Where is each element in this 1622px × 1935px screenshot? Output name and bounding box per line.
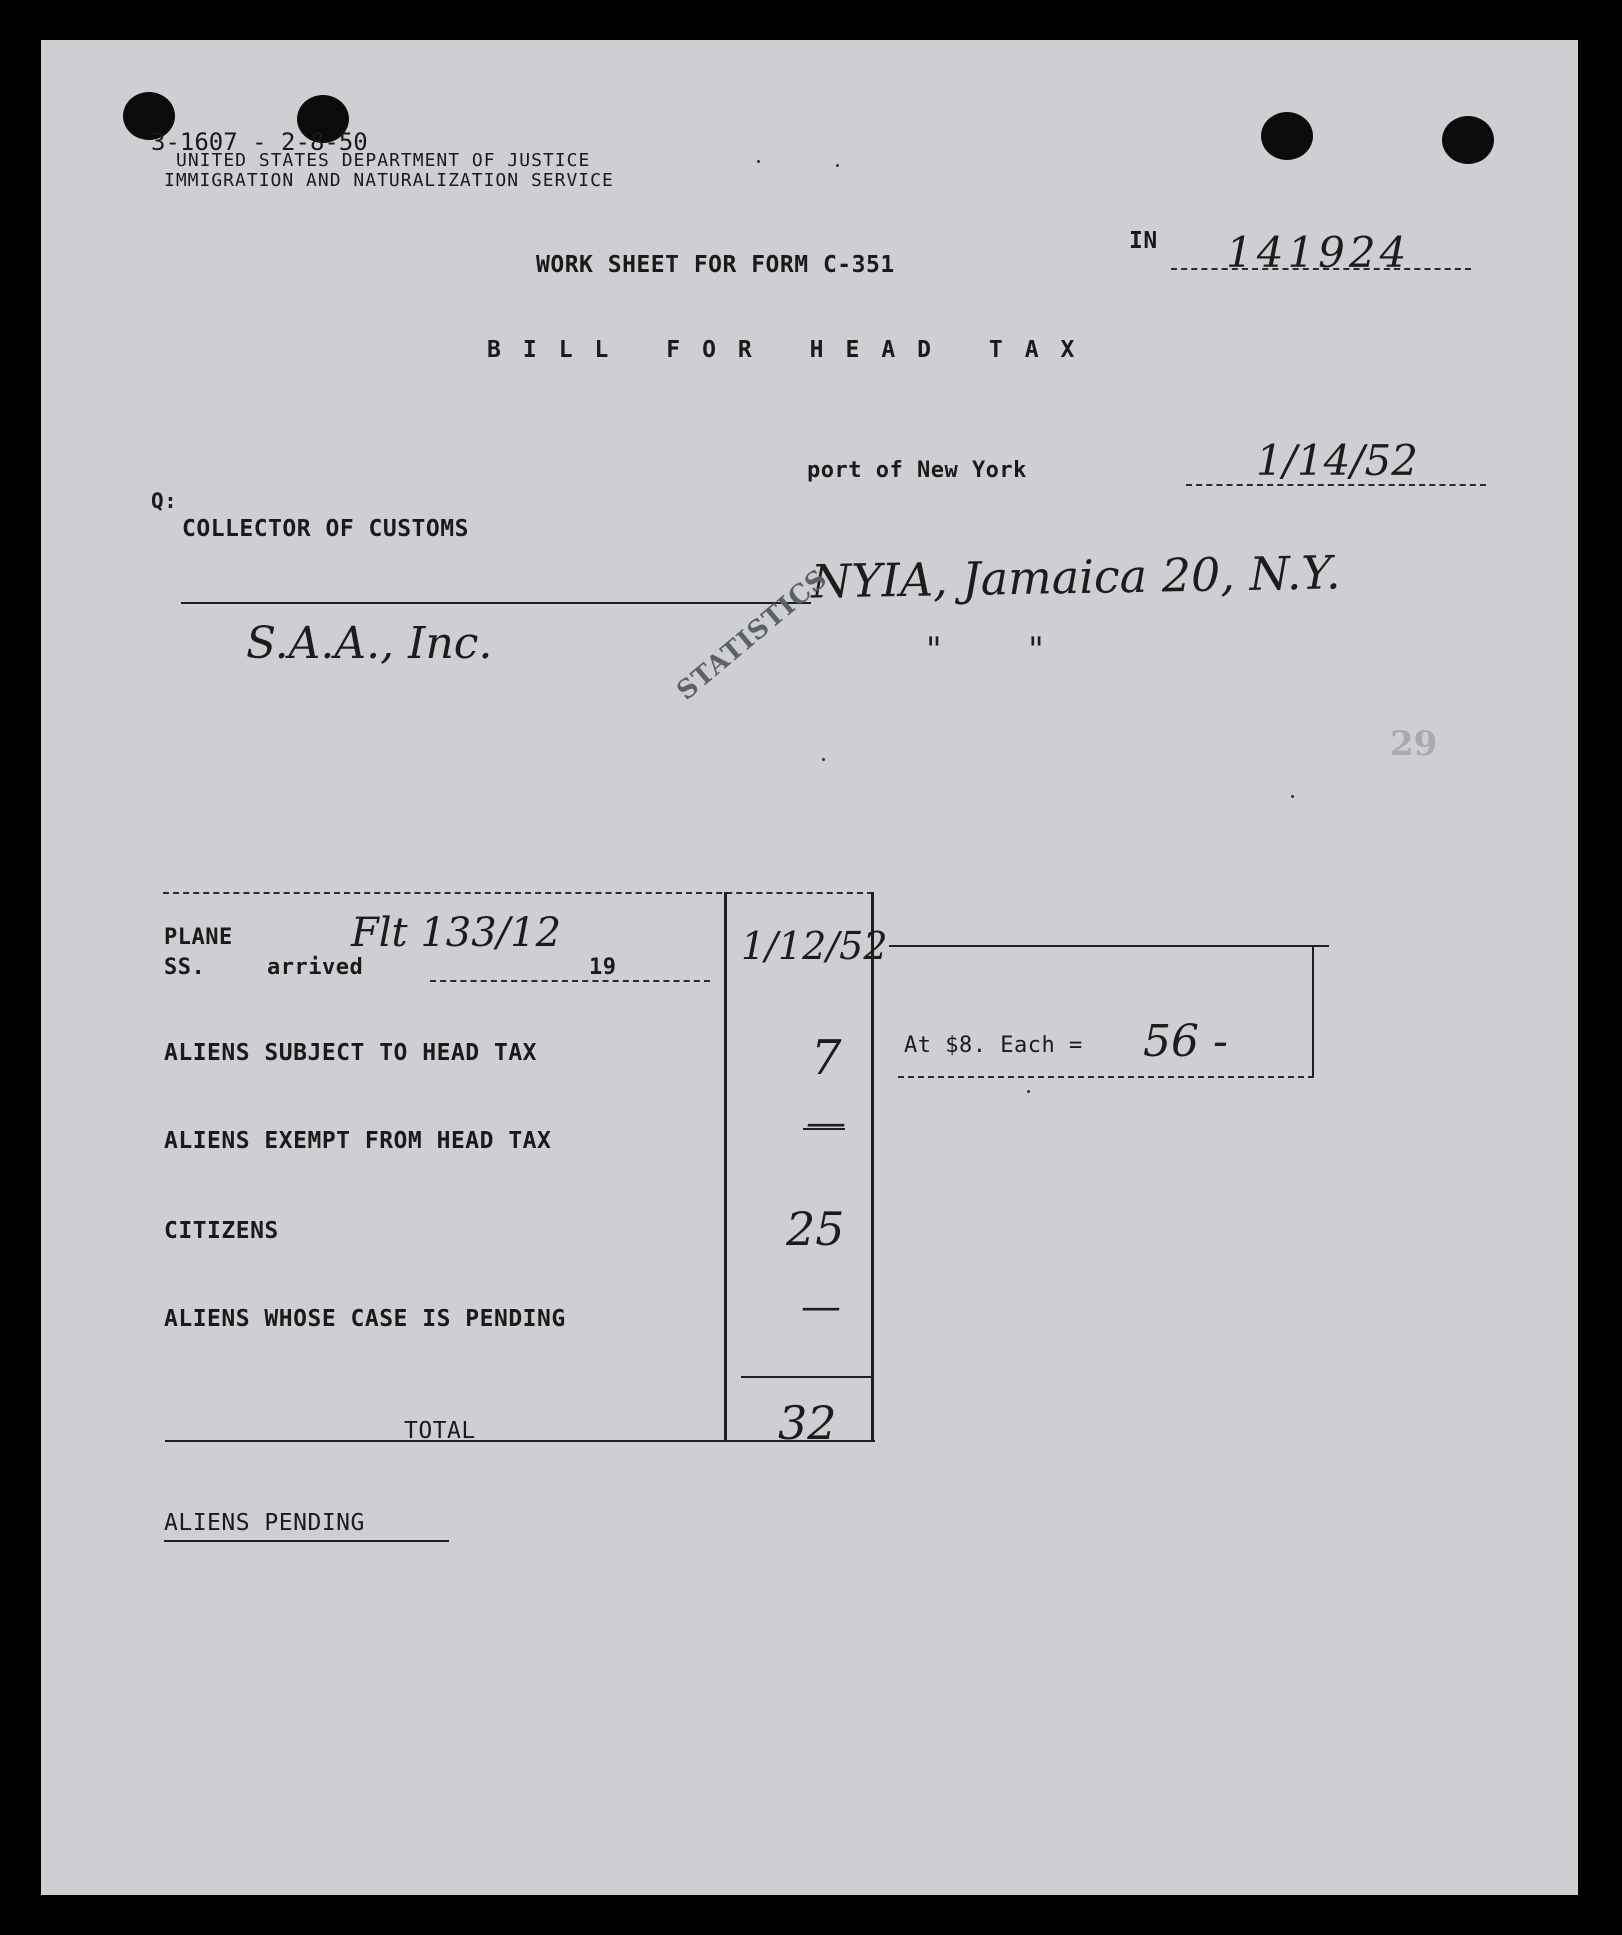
- document-sheet: [41, 40, 1578, 1895]
- speck: [822, 758, 825, 761]
- in-label: IN: [1129, 228, 1158, 254]
- rate-label: At $8. Each =: [904, 1033, 1083, 1058]
- rate-box-bottom: [898, 1076, 1314, 1078]
- flight-handwritten: Flt 133/12: [351, 910, 562, 956]
- table-bottom-border: [165, 1440, 875, 1442]
- year-prefix: 19: [589, 955, 617, 980]
- arrival-date-handwritten: 1/12/52: [741, 924, 888, 968]
- bill-title: BILL FOR HEAD TAX: [487, 337, 1097, 363]
- speck: [757, 160, 760, 163]
- total-value: 32: [778, 1396, 837, 1450]
- to-label: Q:: [151, 489, 178, 513]
- total-line: [741, 1376, 871, 1378]
- airport-handwritten: NYIA, Jamaica 20, N.Y.: [810, 545, 1341, 609]
- arrived-underline: [430, 980, 710, 982]
- service-name: IMMIGRATION AND NATURALIZATION SERVICE: [164, 170, 614, 191]
- row-value-citizens: 25: [786, 1202, 845, 1256]
- plane-label: PLANE: [164, 925, 233, 950]
- form-title: WORK SHEET FOR FORM C-351: [536, 252, 895, 278]
- page-number: 29: [1390, 724, 1438, 764]
- row-value-exempt: —: [806, 1100, 846, 1146]
- port-label: port of New York: [807, 458, 1027, 483]
- row-value-pending: —: [801, 1284, 841, 1330]
- address-line: [181, 602, 811, 604]
- speck: [1291, 795, 1294, 798]
- aliens-pending-underline: [164, 1540, 449, 1542]
- rate-amount: 56 -: [1143, 1016, 1228, 1067]
- row-value-subject: 7: [811, 1030, 842, 1086]
- arrived-label: arrived: [267, 955, 364, 980]
- rate-box-top: [889, 945, 1329, 947]
- form-number: 3-1607 - 2-8-50: [151, 128, 368, 156]
- speck: [836, 164, 839, 167]
- ss-label: SS.: [164, 955, 206, 980]
- total-label: TOTAL: [404, 1418, 476, 1444]
- row-label-pending: ALIENS WHOSE CASE IS PENDING: [164, 1306, 566, 1332]
- carrier-handwritten: S.A.A., Inc.: [246, 618, 493, 669]
- table-left-divider: [724, 892, 727, 1440]
- rate-box-right: [1312, 945, 1314, 1077]
- row-label-citizens: CITIZENS: [164, 1218, 279, 1244]
- table-top-border: [163, 892, 873, 894]
- speck: [1027, 1090, 1030, 1093]
- row-label-exempt: ALIENS EXEMPT FROM HEAD TAX: [164, 1128, 552, 1154]
- punch-hole: [1261, 112, 1313, 160]
- port-date: 1/14/52: [1256, 436, 1418, 485]
- statistics-stamp: STATISTICS: [671, 563, 834, 707]
- in-number: 141924: [1226, 228, 1411, 277]
- port-date-underline: [1186, 484, 1486, 486]
- ditto-marks: " ": [926, 630, 1044, 670]
- punch-hole: [1442, 116, 1494, 164]
- in-number-underline: [1171, 268, 1471, 270]
- aliens-pending-label: ALIENS PENDING: [164, 1510, 365, 1536]
- row-label-subject: ALIENS SUBJECT TO HEAD TAX: [164, 1040, 538, 1066]
- collector-name: COLLECTOR OF CUSTOMS: [182, 516, 469, 542]
- table-right-border: [871, 892, 874, 1440]
- department-name: UNITED STATES DEPARTMENT OF JUSTICE: [176, 150, 591, 171]
